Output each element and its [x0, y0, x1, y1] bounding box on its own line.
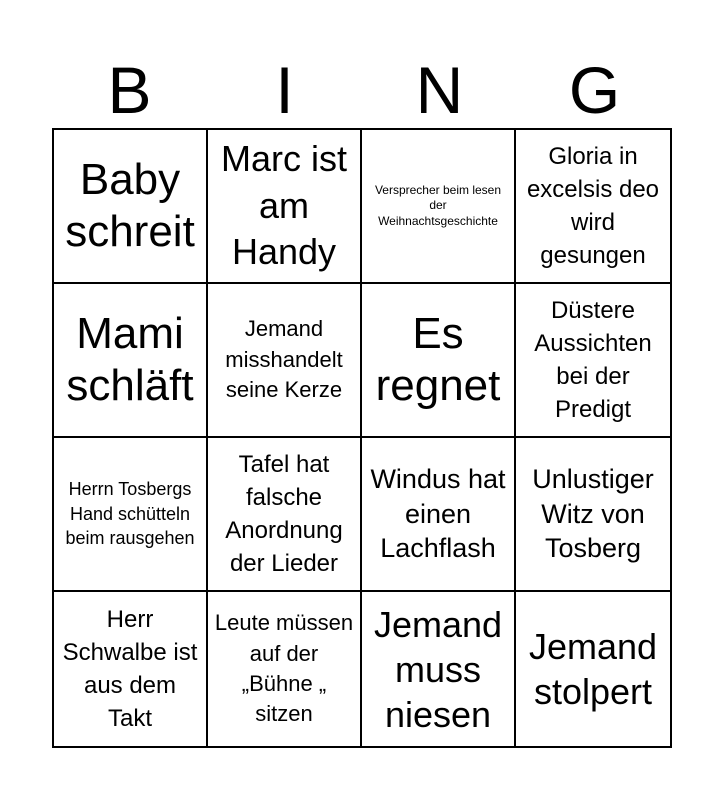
bingo-cell[interactable]	[54, 130, 208, 284]
cell-text: Leute müssen auf der „Bühne „ sitzen	[214, 610, 354, 727]
bingo-cell[interactable]	[54, 438, 208, 592]
cell-text: Tafel hat falsche Anordnung der Lieder	[225, 450, 343, 578]
bingo-cell[interactable]	[516, 130, 670, 284]
bingo-cell[interactable]	[362, 438, 516, 592]
bingo-cell[interactable]	[54, 284, 208, 438]
cell-text: Windus hat einen Lachflash	[370, 464, 506, 564]
bingo-board	[52, 128, 672, 748]
bingo-cell[interactable]	[516, 438, 670, 592]
header-letter-i: I	[275, 53, 294, 127]
cell-text: Baby schreit	[65, 155, 195, 256]
cell-text: Herrn Tosbergs Hand schütteln beim rausgehen	[65, 479, 195, 549]
bingo-cell[interactable]	[516, 284, 670, 438]
header-letter-b: B	[107, 53, 152, 127]
cell-text: Es regnet	[375, 309, 501, 410]
header-letter-n: N	[415, 53, 464, 127]
cell-text: Herr Schwalbe ist aus dem Takt	[62, 605, 198, 733]
bingo-cell[interactable]	[362, 592, 516, 746]
cell-text: Gloria in excelsis deo wird gesungen	[526, 142, 660, 270]
header-letter-g: G	[568, 53, 621, 127]
bingo-cell[interactable]	[516, 592, 670, 746]
cell-text: Jemand misshandelt seine Kerze	[225, 316, 343, 403]
bingo-cell[interactable]	[362, 130, 516, 284]
bingo-cell[interactable]	[208, 592, 362, 746]
bingo-header	[52, 52, 672, 128]
cell-text: Jemand muss niesen	[373, 603, 503, 735]
bingo-cell[interactable]	[208, 130, 362, 284]
cell-text: Jemand stolpert	[528, 626, 658, 712]
cell-text: Marc ist am Handy	[221, 137, 347, 273]
cell-text: Unlustiger Witz von Tosberg	[532, 464, 654, 564]
cell-text: Düstere Aussichten bei der Predigt	[534, 296, 652, 424]
cell-text: Versprecher beim lesen der Weihnachtsgeschichte	[374, 182, 502, 228]
bingo-cell[interactable]	[54, 592, 208, 746]
bingo-cell[interactable]	[208, 284, 362, 438]
bingo-cell[interactable]	[362, 284, 516, 438]
cell-text: Mami schläft	[66, 309, 194, 410]
bingo-cell[interactable]	[208, 438, 362, 592]
